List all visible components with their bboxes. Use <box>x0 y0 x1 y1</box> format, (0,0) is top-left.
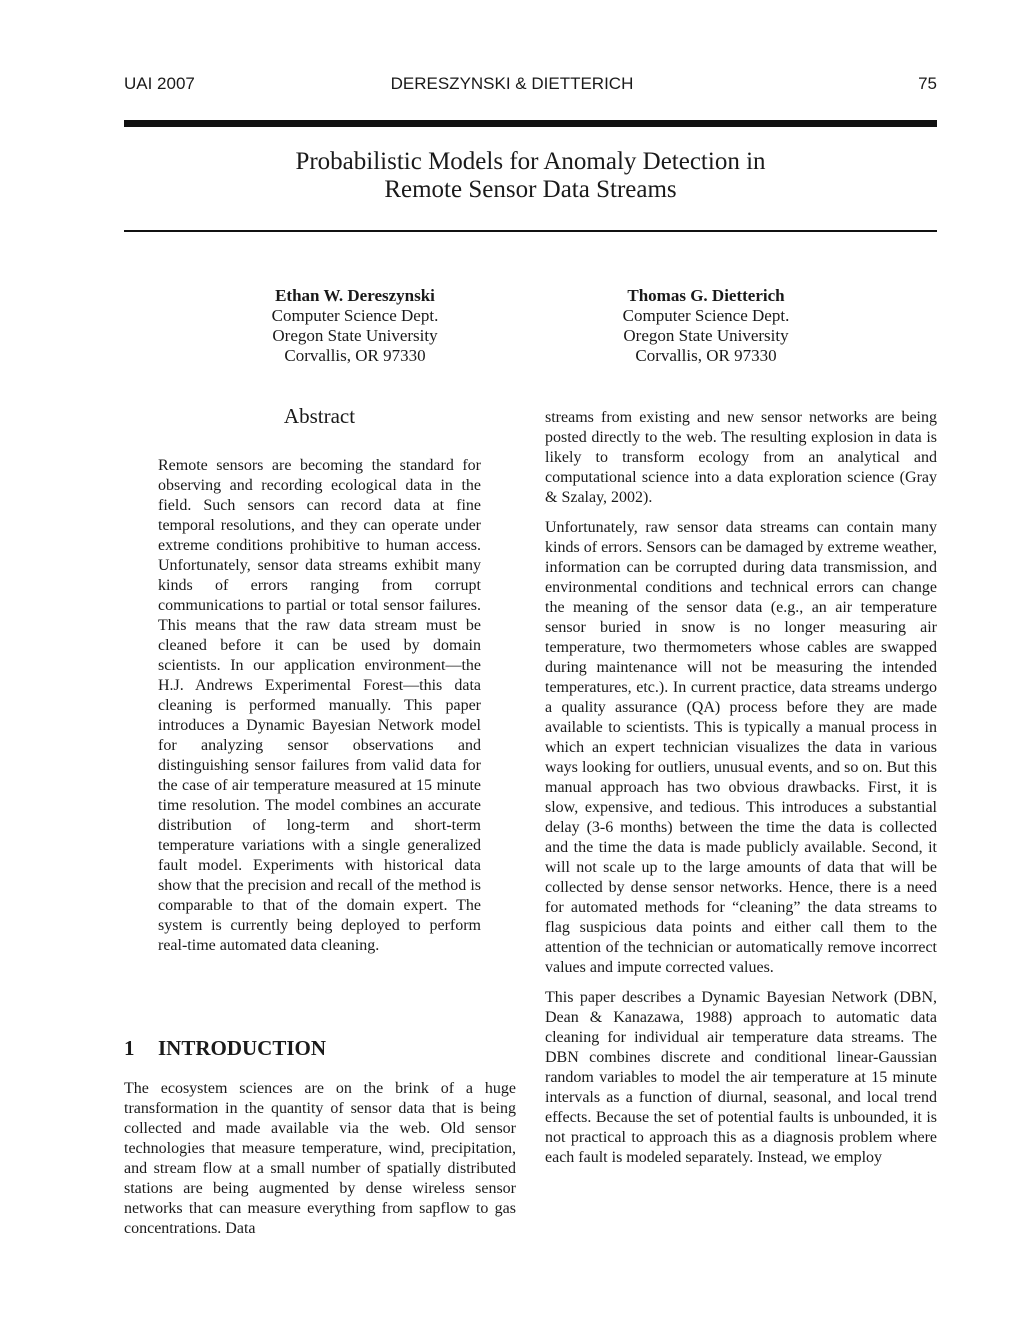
title-bottom-rule <box>124 230 937 232</box>
intro-paragraph-3: This paper describes a Dynamic Bayesian Network (DBN, Dean & Kanazawa, 1988) approach to automatic data cleaning for individual air temperature data streams. The DBN combines discrete and conditional linear-Gaussian random variables to model the air temperature at 15 minute intervals as a function of diurnal, seasonal, and local trend effects. Because the set of potential faults is unbounded, it is not practical to approach this as a diagnosis problem where each fault is modeled separately. Instead, we employ <box>545 989 937 1166</box>
author-block-2 <box>541 286 871 366</box>
intro-paragraph-2: Unfortunately, raw sensor data streams can contain many kinds of errors. Sensors can be damaged by extreme weather, information can be corrupted during data transmission, and environmental conditions and technical errors can change the meaning of the sensor data (e.g., an air temperature sensor buried in snow is no longer measuring air temperature, two thermometers whose cables are swapped during maintenance will not be measuring the intended temperatures, etc.). In current practice, data streams undergo a quality assurance (QA) process before they are made available to scientists. This is typically a manual process in which an expert technician visualizes the data in various ways looking for outliers, unusual events, and so on. But this manual approach has two obvious drawbacks. First, it is slow, expensive, and tedious. This introduces a substantial delay (3-6 months) between the time the data is collected and the time the data is made publicly available. Second, it will not scale up to the large amounts of data that will be collected by dense sensor networks. Hence, there is a need for automated methods for “cleaning” the data streams to flag suspicious data points and either call them to the attention of the technician or automatically remove incorrect values and impute corrected values. <box>545 519 937 976</box>
author-location: Corvallis, OR 97330 <box>284 346 426 365</box>
page-number: 75 <box>918 74 937 93</box>
author-university: Oregon State University <box>623 326 789 345</box>
author-department: Computer Science Dept. <box>271 306 439 325</box>
abstract-body <box>158 456 481 996</box>
author-name: Ethan W. Dereszynski <box>275 286 435 305</box>
running-header-venue: UAI 2007 <box>124 74 195 93</box>
author-block-1 <box>190 286 520 366</box>
right-column <box>545 408 937 1178</box>
author-university: Oregon State University <box>272 326 438 345</box>
paper-title <box>124 148 937 204</box>
section-heading-introduction <box>124 1036 326 1061</box>
title-top-rule <box>124 120 937 127</box>
abstract-heading: Abstract <box>283 404 356 428</box>
paper-title-line-1: Probabilistic Models for Anomaly Detection in <box>295 148 766 175</box>
section-title: INTRODUCTION <box>158 1036 327 1060</box>
paper-title-line-2: Remote Sensor Data Streams <box>384 176 677 203</box>
running-header-authors: DERESZYNSKI & DIETTERICH <box>390 74 634 93</box>
intro-paragraph-1: The ecosystem sciences are on the brink of a huge transformation in the quantity of sensor data that is being collected and made available via the web. Old sensor technologies that measure temperature, wind, precipitation, and stream flow at a small number of spatially distributed stations are being augmented by dense wireless sensor networks that can measure everything from sapflow to gas concentrations. Data <box>124 1080 516 1237</box>
author-name: Thomas G. Dietterich <box>627 286 785 305</box>
section-number: 1 <box>124 1036 135 1060</box>
author-department: Computer Science Dept. <box>622 306 790 325</box>
author-location: Corvallis, OR 97330 <box>635 346 777 365</box>
abstract-paragraph: Remote sensors are becoming the standard for observing and recording ecological data in the field. Such sensors can record data at fine temporal resolutions, and they can operate under extreme conditions prohibitive to human access. Unfortunately, sensor data streams exhibit many kinds of errors ranging from corrupt communications to partial or total sensor failures. This means that the raw data stream must be cleaned before it can be used by domain scientists. In our application environment—the H.J. Andrews Experimental Forest—this data cleaning is performed manually. This paper introduces a Dynamic Bayesian Network model for analyzing sensor observations and distinguishing sensor failures from valid data for the case of air temperature measured at 15 minute time resolution. The model combines an accurate distribution of long-term and short-term temperature variations with a single generalized fault model. Experiments with historical data show that the precision and recall of the method is comparable to that of the domain expert. The system is currently being deployed to perform real-time automated data cleaning. <box>158 457 481 954</box>
intro-left-column <box>124 1079 516 1239</box>
intro-paragraph-continued: streams from existing and new sensor networks are being posted directly to the web. The resulting explosion in data is likely to transform ecology from an analytical and computational science into a data exploration science (Gray & Szalay, 2002). <box>545 409 937 506</box>
